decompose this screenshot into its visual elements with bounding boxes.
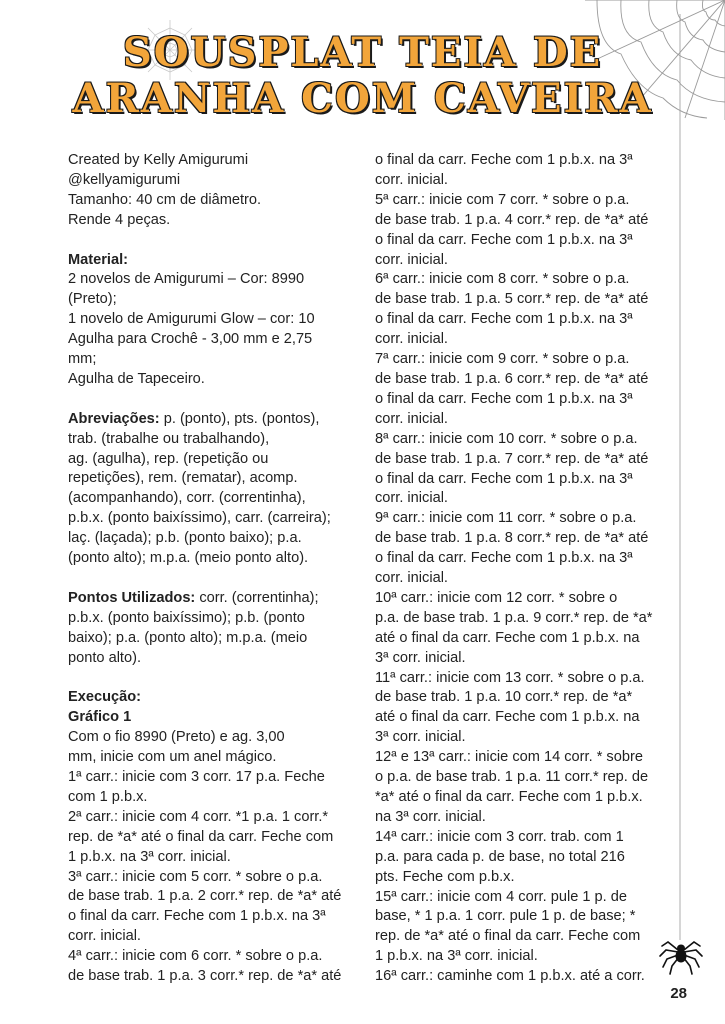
execucao-line: 4ª carr.: inicie com 6 corr. * sobre o p.a. (68, 948, 323, 965)
material-line: Agulha de Tapeceiro. (68, 370, 205, 387)
execucao-heading: Execução: (68, 689, 142, 706)
execucao-line: 1ª carr.: inicie com 3 corr. 17 p.a. Feche (68, 769, 325, 786)
instruction-line: de base trab. 1 p.a. 4 corr.* rep. de *a* até (375, 211, 649, 228)
instruction-line: 5ª carr.: inicie com 7 corr. * sobre o p.a. (375, 191, 630, 208)
execucao-line: de base trab. 1 p.a. 3 corr.* rep. de *a* até (68, 968, 342, 985)
material-line: mm; (68, 351, 97, 368)
instruction-line: o final da carr. Feche com 1 p.b.x. na 3ª (375, 231, 633, 248)
abreviacoes-line: trab. (trabalhe ou trabalhando), (68, 430, 270, 447)
execucao-line: 3ª carr.: inicie com 5 corr. * sobre o p.a. (68, 868, 323, 885)
material-heading: Material: (68, 251, 129, 268)
intro-line: Created by Kelly Amigurumi (68, 152, 249, 168)
intro-line: @kellyamigurumi (68, 171, 181, 188)
abreviacoes-line: p. (ponto), pts. (pontos), (159, 410, 320, 427)
instruction-line: 8ª carr.: inicie com 10 corr. * sobre o p.a. (375, 430, 638, 447)
instruction-line: 12ª e 13ª carr.: inicie com 14 corr. * sobre (375, 749, 643, 766)
abreviacoes-heading: Abreviações: (68, 410, 160, 427)
instruction-line: 15ª carr.: inicie com 4 corr. pule 1 p. de (375, 888, 627, 905)
material-block (68, 251, 358, 390)
page-title (0, 30, 725, 122)
instruction-line: base, * 1 p.a. 1 corr. pule 1 p. de base; * (375, 908, 636, 925)
instruction-line: corr. inicial. (375, 171, 448, 188)
instruction-line: até o final da carr. Feche com 1 p.b.x. na (375, 629, 640, 646)
instruction-line: de base trab. 1 p.a. 6 corr.* rep. de *a* até (375, 370, 649, 387)
instruction-line: 10ª carr.: inicie com 12 corr. * sobre o (375, 589, 618, 606)
pontos-line: ponto alto). (68, 649, 142, 666)
instruction-line: corr. inicial. (375, 410, 448, 427)
pontos-line: corr. (correntinha); (195, 589, 319, 606)
abreviacoes-line: p.b.x. (ponto baixíssimo), carr. (carreira); (68, 510, 331, 527)
abreviacoes-block (68, 410, 358, 569)
title-line-2: ARANHA COM CAVEIRA (72, 75, 653, 122)
execucao-line: corr. inicial. (68, 928, 141, 945)
execucao-line: Com o fio 8990 (Preto) e ag. 3,00 (68, 729, 285, 746)
instruction-line: o final da carr. Feche com 1 p.b.x. na 3ª (375, 550, 633, 567)
instruction-line: *a* até o final da carr. Feche com 1 p.b.x. (375, 789, 643, 805)
execucao-line: com 1 p.b.x. (68, 788, 148, 805)
instruction-line: o final da carr. Feche com 1 p.b.x. na 3ª (375, 470, 633, 487)
instruction-line: 9ª carr.: inicie com 11 corr. * sobre o p.a. (375, 510, 637, 527)
material-line: 1 novelo de Amigurumi Glow – cor: 10 (68, 311, 315, 328)
pontos-line: p.b.x. (ponto baixíssimo); p.b. (ponto (68, 609, 305, 626)
material-line: Agulha para Crochê - 3,00 mm e 2,75 (68, 331, 313, 348)
abreviacoes-line: laç. (laçada); p.b. (ponto baixo); p.a. (68, 530, 302, 547)
instruction-line: o p.a. de base trab. 1 p.a. 11 corr.* rep. de (375, 769, 649, 786)
instruction-line: de base trab. 1 p.a. 5 corr.* rep. de *a* até (375, 291, 649, 308)
execucao-line: mm, inicie com um anel mágico. (68, 749, 277, 766)
execucao-line: 2ª carr.: inicie com 4 corr. *1 p.a. 1 corr.* (68, 808, 329, 825)
right-column (375, 151, 665, 987)
instruction-line: o final da carr. Feche com 1 p.b.x. na 3ª (375, 152, 633, 168)
abreviacoes-line: (acompanhando), corr. (correntinha), (68, 490, 306, 507)
abreviacoes-line: (ponto alto); m.p.a. (meio ponto alto). (68, 550, 309, 567)
instruction-line: 7ª carr.: inicie com 9 corr. * sobre o p.a. (375, 351, 630, 368)
instruction-line: 11ª carr.: inicie com 13 corr. * sobre o p.a. (375, 669, 645, 686)
instruction-line: corr. inicial. (375, 490, 448, 507)
instruction-line: na 3ª corr. inicial. (375, 808, 486, 825)
instruction-line: pts. Feche com p.b.x. (375, 868, 515, 885)
instruction-line: corr. inicial. (375, 251, 448, 268)
instruction-line: 3ª corr. inicial. (375, 649, 466, 666)
instruction-line: 1 p.b.x. na 3ª corr. inicial. (375, 948, 538, 965)
instruction-line: 14ª carr.: inicie com 3 corr. trab. com 1 (375, 828, 624, 845)
pontos-block (68, 589, 358, 669)
spider-thread-icon (679, 120, 683, 940)
instruction-line: de base trab. 1 p.a. 7 corr.* rep. de *a* até (375, 450, 649, 467)
execucao-line: 1 p.b.x. na 3ª corr. inicial. (68, 848, 231, 865)
instruction-line: p.a. para cada p. de base, no total 216 (375, 848, 625, 865)
instruction-line: p.a. de base trab. 1 p.a. 9 corr.* rep. de *a* (375, 609, 653, 626)
instruction-line: de base trab. 1 p.a. 10 corr.* rep. de *a* (375, 689, 633, 706)
pontos-line: baixo); p.a. (ponto alto); m.p.a. (meio (68, 629, 308, 646)
material-line: 2 novelos de Amigurumi – Cor: 8990 (68, 271, 305, 288)
left-column (68, 151, 358, 987)
abreviacoes-line: ag. (agulha), rep. (repetição ou (68, 450, 269, 467)
instruction-line: corr. inicial. (375, 331, 448, 348)
execucao-block (68, 688, 358, 987)
title-line-1: SOUSPLAT TEIA DE (122, 29, 603, 76)
instruction-line: corr. inicial. (375, 570, 448, 587)
abreviacoes-line: repetições), rem. (rematar), acomp. (68, 470, 298, 487)
page-number: 28 (670, 985, 687, 1002)
instruction-line: 3ª corr. inicial. (375, 729, 466, 746)
instruction-line: o final da carr. Feche com 1 p.b.x. na 3ª (375, 311, 633, 328)
execucao-line: o final da carr. Feche com 1 p.b.x. na 3ª (68, 908, 326, 925)
execucao-line: de base trab. 1 p.a. 2 corr.* rep. de *a* até (68, 888, 342, 905)
material-line: (Preto); (68, 291, 117, 308)
execucao-line: rep. de *a* até o final da carr. Feche com (68, 828, 334, 845)
instruction-line: 16ª carr.: caminhe com 1 p.b.x. até a corr. (375, 968, 645, 985)
instruction-line: o final da carr. Feche com 1 p.b.x. na 3ª (375, 390, 633, 407)
intro-line: Tamanho: 40 cm de diâmetro. (68, 191, 262, 208)
grafico-heading: Gráfico 1 (68, 709, 132, 726)
pontos-heading: Pontos Utilizados: (68, 589, 196, 606)
intro-block (68, 151, 358, 231)
instruction-line: até o final da carr. Feche com 1 p.b.x. na (375, 709, 640, 726)
intro-line: Rende 4 peças. (68, 211, 171, 228)
instruction-line: rep. de *a* até o final da carr. Feche com (375, 928, 641, 945)
instruction-line: de base trab. 1 p.a. 8 corr.* rep. de *a* até (375, 530, 649, 547)
instruction-line: 6ª carr.: inicie com 8 corr. * sobre o p.a. (375, 271, 630, 288)
